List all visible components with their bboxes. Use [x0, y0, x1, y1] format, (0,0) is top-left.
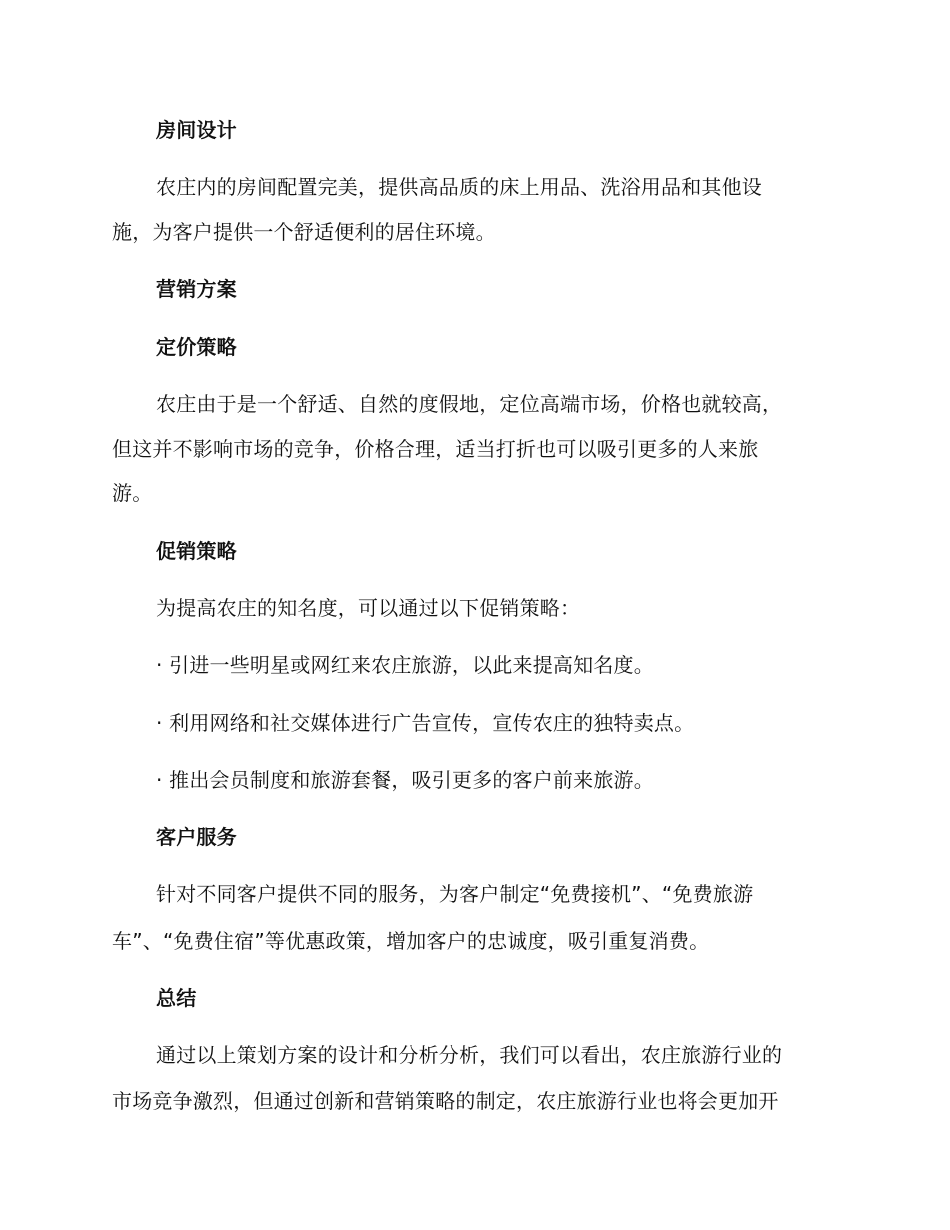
paragraph-line: 农庄由于是一个舒适、自然的度假地，定位高端市场，价格也就较高， [156, 392, 783, 416]
paragraph-line: 针对不同客户提供不同的服务，为客户制定“免费接机”、“免费旅游 [156, 882, 754, 906]
paragraph-line: 车”、“免费住宿”等优惠政策，增加客户的忠诚度，吸引重复消费。 [112, 929, 710, 953]
paragraph-line: 市场竞争激烈，但通过创新和营销策略的制定，农庄旅游行业也将会更加开 [112, 1089, 779, 1113]
bullet-item: · 推出会员制度和旅游套餐，吸引更多的客户前来旅游。 [156, 768, 654, 792]
paragraph-line: 施，为客户提供一个舒适便利的居住环境。 [112, 220, 496, 244]
bullet-item: · 利用网络和社交媒体进行广告宣传，宣传农庄的独特卖点。 [156, 711, 695, 735]
section-heading-marketing-plan: 营销方案 [156, 277, 237, 301]
paragraph-line: 游。 [112, 481, 153, 505]
paragraph-line: 农庄内的房间配置完美，提供高品质的床上用品、洗浴用品和其他设 [156, 175, 762, 199]
section-heading-customer-service: 客户服务 [156, 825, 237, 849]
bullet-item: · 引进一些明星或网红来农庄旅游，以此来提高知名度。 [156, 653, 654, 677]
paragraph-line: 通过以上策划方案的设计和分析分析，我们可以看出，农庄旅游行业的 [156, 1043, 783, 1067]
section-heading-room-design: 房间设计 [156, 118, 237, 142]
section-heading-promotion-strategy: 促销策略 [156, 539, 237, 563]
section-heading-summary: 总结 [156, 986, 197, 1010]
paragraph-line: 为提高农庄的知名度，可以通过以下促销策略： [156, 596, 581, 620]
paragraph-line: 但这并不影响市场的竞争，价格合理，适当打折也可以吸引更多的人来旅 [112, 437, 759, 461]
section-heading-pricing-strategy: 定价策略 [156, 335, 237, 359]
